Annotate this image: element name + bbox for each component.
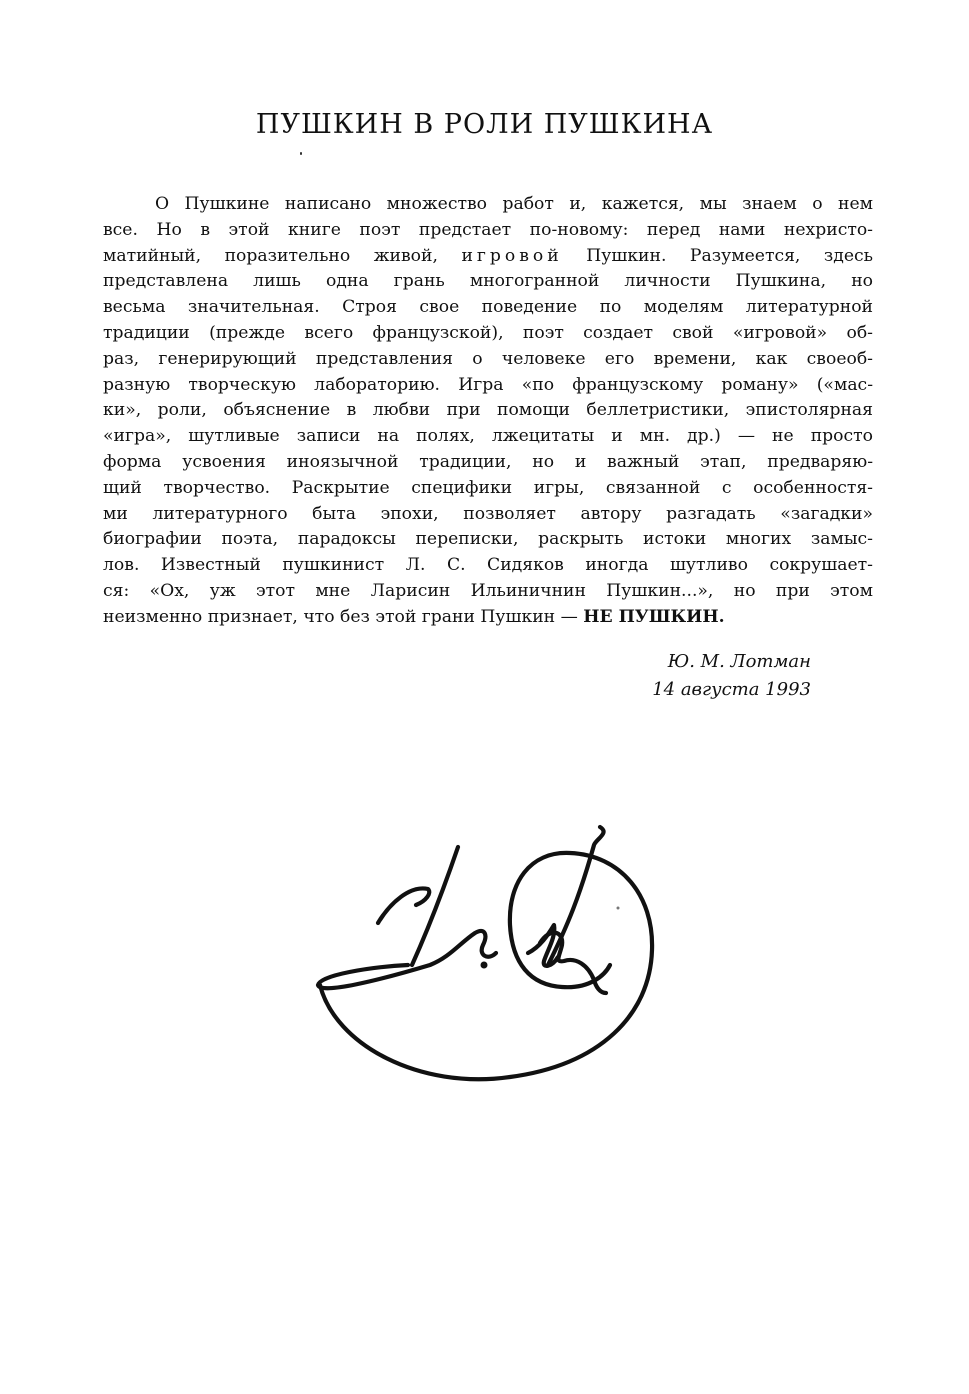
signing-date: 14 августа 1993 [652, 679, 811, 700]
signature-faint-dot [617, 907, 620, 910]
text-line: разную творческую лабораторию. Игра «по французскому роману» («мас- [103, 374, 873, 395]
preface-text [103, 192, 873, 631]
text-line: традиции (прежде всего французской), поэт создает свой «игровой» об- [103, 322, 873, 343]
emphasized-word: игровой [461, 245, 563, 266]
text-line: форма усвоения иноязычной традиции, но и важный этап, предваряю- [103, 451, 873, 472]
text-line: ся: «Ох, уж этот мне Ларисин Ильиничнин Пушкин...», но при этом [103, 580, 873, 601]
text-line: биографии поэта, парадоксы переписки, раскрыть истоки многих замыс- [103, 529, 873, 550]
text-line: все. Но в этой книге поэт предстает по-новому: перед нами нехристо- [103, 219, 873, 240]
signature-dot [481, 962, 488, 969]
signature-slash-stroke [548, 827, 604, 965]
page-title: ПУШКИН В РОЛИ ПУШКИНА [255, 109, 714, 140]
text-line: раз, генерирующий представления о человеке его времени, как своеоб- [103, 348, 873, 369]
text-fragment: Пушкин. Разумеется, здесь [586, 245, 873, 266]
text-line: представлена лишь одна грань многогранной личности Пушкина, но [103, 271, 873, 292]
text-line: «игра», шутливые записи на полях, лжецитаты и мн. др.) — не просто [103, 426, 873, 447]
signature-inner-loop [528, 925, 558, 966]
text-line: ки», роли, объяснение в любви при помощи беллетристики, эпистолярная [103, 400, 873, 421]
signature-loop-stroke [318, 931, 496, 988]
text-line: щий творчество. Раскрытие специфики игры, связанной с особенностя- [103, 477, 873, 498]
text-line: лов. Известный пушкинист Л. С. Сидяков иногда шутливо сокрушает- [103, 555, 873, 576]
text-line-final [103, 605, 873, 631]
signature-top-stroke [378, 888, 429, 923]
text-fragment: неизменно признает, что без этой грани Пушкин — [103, 606, 584, 627]
bold-conclusion: НЕ ПУШКИН. [583, 606, 725, 627]
text-line: весьма значительная. Строя свое поведение по моделям литературной [103, 297, 873, 318]
text-line-with-emphasis [103, 244, 873, 270]
handwritten-signature [300, 815, 680, 1100]
text-line: О Пушкине написано множество работ и, кажется, мы знаем о нем [155, 194, 873, 214]
text-line: ми литературного быта эпохи, позволяет автору разгадать «загадки» [103, 503, 873, 524]
author-name: Ю. М. Лотман [667, 651, 811, 672]
attribution [652, 648, 811, 704]
print-speck [300, 152, 302, 155]
text-fragment: матийный, поразительно живой, [103, 245, 438, 266]
